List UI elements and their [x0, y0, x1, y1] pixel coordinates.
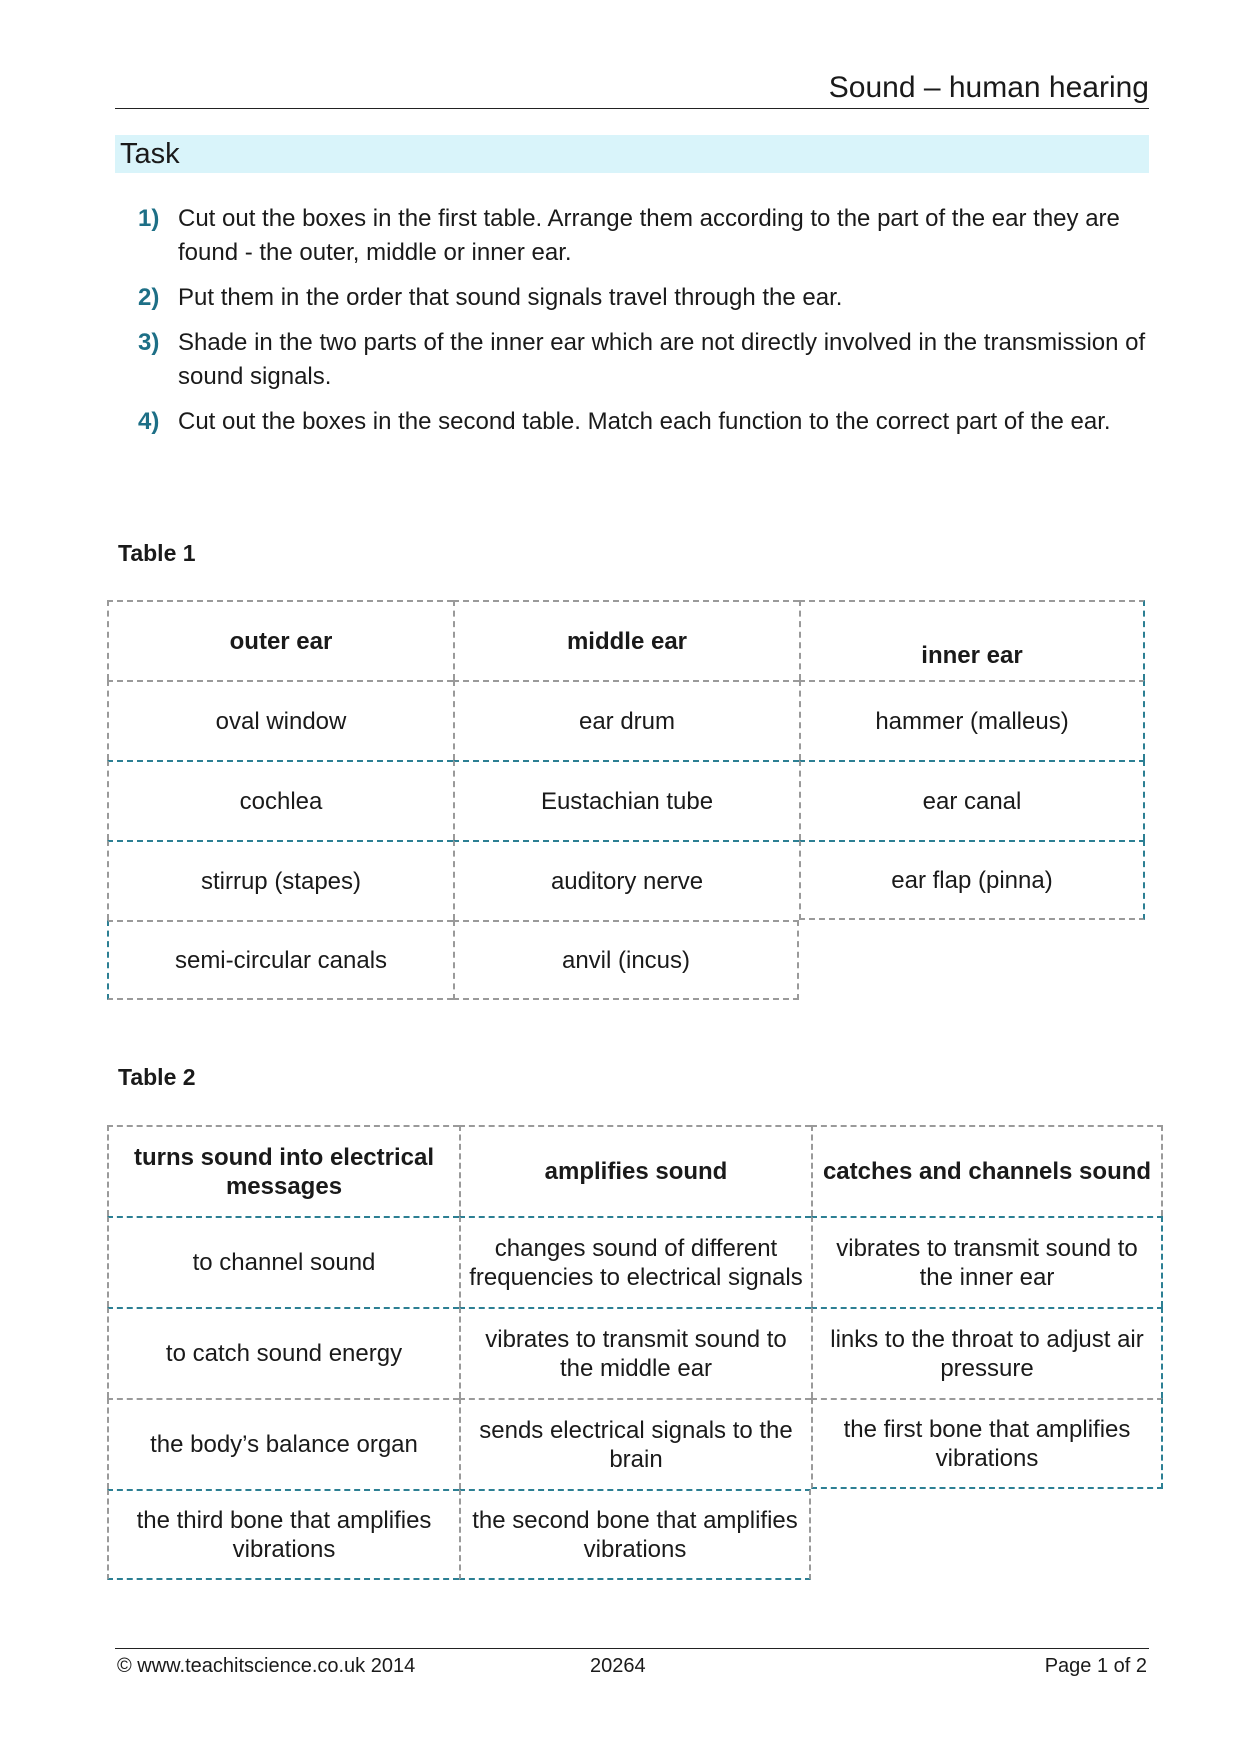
table1-cell: hammer (malleus) [799, 680, 1145, 760]
table1-title: Table 1 [118, 540, 196, 566]
step-number: 1) [138, 205, 160, 232]
table1-cell: stirrup (stapes) [107, 840, 453, 920]
table2-title: Table 2 [118, 1064, 196, 1090]
table2-cell: the first bone that amplifies vibrations [811, 1398, 1163, 1489]
table2-cell: links to the throat to adjust air pressure [811, 1307, 1163, 1398]
table2-cut-grid [107, 1125, 1163, 1580]
table1-cell: ear drum [453, 680, 799, 760]
page-footer [115, 1648, 1149, 1677]
table2-cell: changes sound of different frequencies to electrical signals [459, 1216, 811, 1307]
table1-cell: ear flap (pinna) [799, 840, 1145, 920]
table1-header-cell: inner ear [799, 600, 1145, 680]
table1-cut-grid [107, 600, 1145, 1000]
table2-header-cell: turns sound into electrical messages [107, 1125, 459, 1216]
task-step [138, 202, 1148, 270]
task-steps [138, 202, 1148, 450]
task-banner [115, 135, 1149, 173]
step-number: 4) [138, 408, 160, 435]
step-number: 2) [138, 284, 160, 311]
table2-cell: vibrates to transmit sound to the middle ear [459, 1307, 811, 1398]
table1-cell: oval window [107, 680, 453, 760]
footer-page-number: Page 1 of 2 [1044, 1655, 1147, 1677]
step-text: Put them in the order that sound signals travel through the ear. [178, 284, 843, 311]
table1-cell: cochlea [107, 760, 453, 840]
step-text: Cut out the boxes in the second table. Match each function to the correct part of the ear. [178, 408, 1111, 435]
step-text: Shade in the two parts of the inner ear which are not directly involved in the transmission of sound signals. [178, 329, 1146, 390]
table2-cell: vibrates to transmit sound to the inner ear [811, 1216, 1163, 1307]
task-step [138, 405, 1148, 439]
table1-cell: ear canal [799, 760, 1145, 840]
table1-cell: auditory nerve [453, 840, 799, 920]
step-text: Cut out the boxes in the first table. Arrange them according to the part of the ear they are found - the outer, middle or inner ear. [178, 205, 1120, 266]
table2-header-cell: catches and channels sound [811, 1125, 1163, 1216]
table2-cell: sends electrical signals to the brain [459, 1398, 811, 1489]
task-step [138, 281, 1148, 315]
table2-cell: the second bone that amplifies vibrations [459, 1489, 811, 1580]
table1-header-cell: outer ear [107, 600, 453, 680]
table2-cell: the body’s balance organ [107, 1398, 459, 1489]
footer-resource-code: 20264 [590, 1655, 646, 1677]
document-title: Sound – human hearing [828, 71, 1149, 104]
task-title: Task [120, 138, 180, 170]
table1-cell: Eustachian tube [453, 760, 799, 840]
table1-cell: anvil (incus) [453, 920, 799, 1000]
table2-cell: the third bone that amplifies vibrations [107, 1489, 459, 1580]
table1-header-cell: middle ear [453, 600, 799, 680]
table2-cell: to catch sound energy [107, 1307, 459, 1398]
step-number: 3) [138, 329, 160, 356]
footer-copyright: © www.teachitscience.co.uk 2014 [117, 1655, 416, 1677]
page-header [115, 70, 1149, 109]
task-step [138, 326, 1148, 394]
table2-cell: to channel sound [107, 1216, 459, 1307]
table1-cell: semi-circular canals [107, 920, 453, 1000]
table2-header-cell: amplifies sound [459, 1125, 811, 1216]
